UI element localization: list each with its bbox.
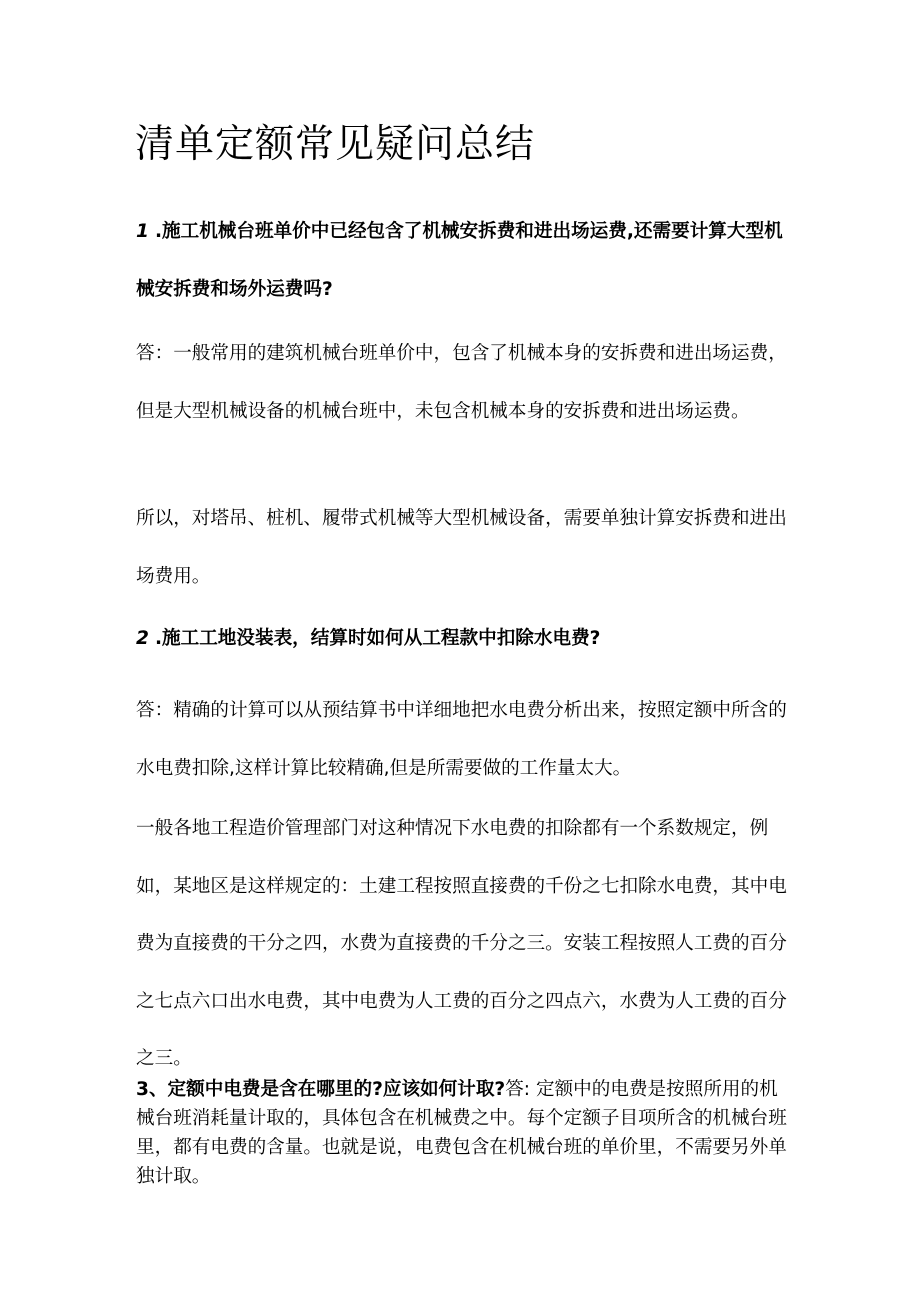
question-1-text: .施工机械台班单价中已经包含了机械安拆费和进出场运费,还需要计算大型机械安拆费和场外运费吗? (136, 221, 783, 300)
answer-3-text: 答: 定额中的电费是按照所用的机械台班消耗量计取的，具体包含在机械费之中。每个定额子目项所含的机械台班里，都有电费的含量。也就是说，电费包含在机械台班的单价里，不需要另外单独计取。 (136, 1079, 787, 1187)
question-1 (136, 203, 791, 318)
question-3-block (136, 1075, 791, 1191)
page-title: 清单定额常见疑问总结 (135, 122, 536, 167)
question-2-text: .施工工地没装表，结算时如何从工程款中扣除水电费? (154, 628, 601, 649)
question-1-number: 1 (136, 221, 149, 242)
question-3-text: 3、定额中电费是含在哪里的?应该如何计取? (136, 1079, 506, 1100)
answer-2-continued: 一般各地工程造价管理部门对这种情况下水电费的扣除都有一个系数规定，例如，某地区是这样规定的：土建工程按照直接费的千份之七扣除水电费，其中电费为直接费的干分之四，水费为直接费的千分之三。安装工程按照人工费的百分之七点六口出水电费，其中电费为人工费的百分之四点六，水费为人工费的百分之三。 (136, 818, 787, 1069)
answer-1-continued: 所以，对塔吊、桩机、履带式机械等大型机械设备，需要单独计算安拆费和进出场费用。 (136, 508, 787, 587)
question-2-number: 2 (136, 628, 149, 649)
question-2 (136, 610, 791, 668)
answer-2: 答：精确的计算可以从预结算书中详细地把水电费分析出来，按照定额中所含的水电费扣除,这样计算比较精确,但是所需要做的工作量太大。 (136, 700, 787, 779)
answer-1: 答：一般常用的建筑机械台班单价中，包含了机械本身的安拆费和进出场运费，但是大型机械设备的机械台班中，未包含机械本身的安拆费和进出场运费。 (136, 343, 787, 422)
